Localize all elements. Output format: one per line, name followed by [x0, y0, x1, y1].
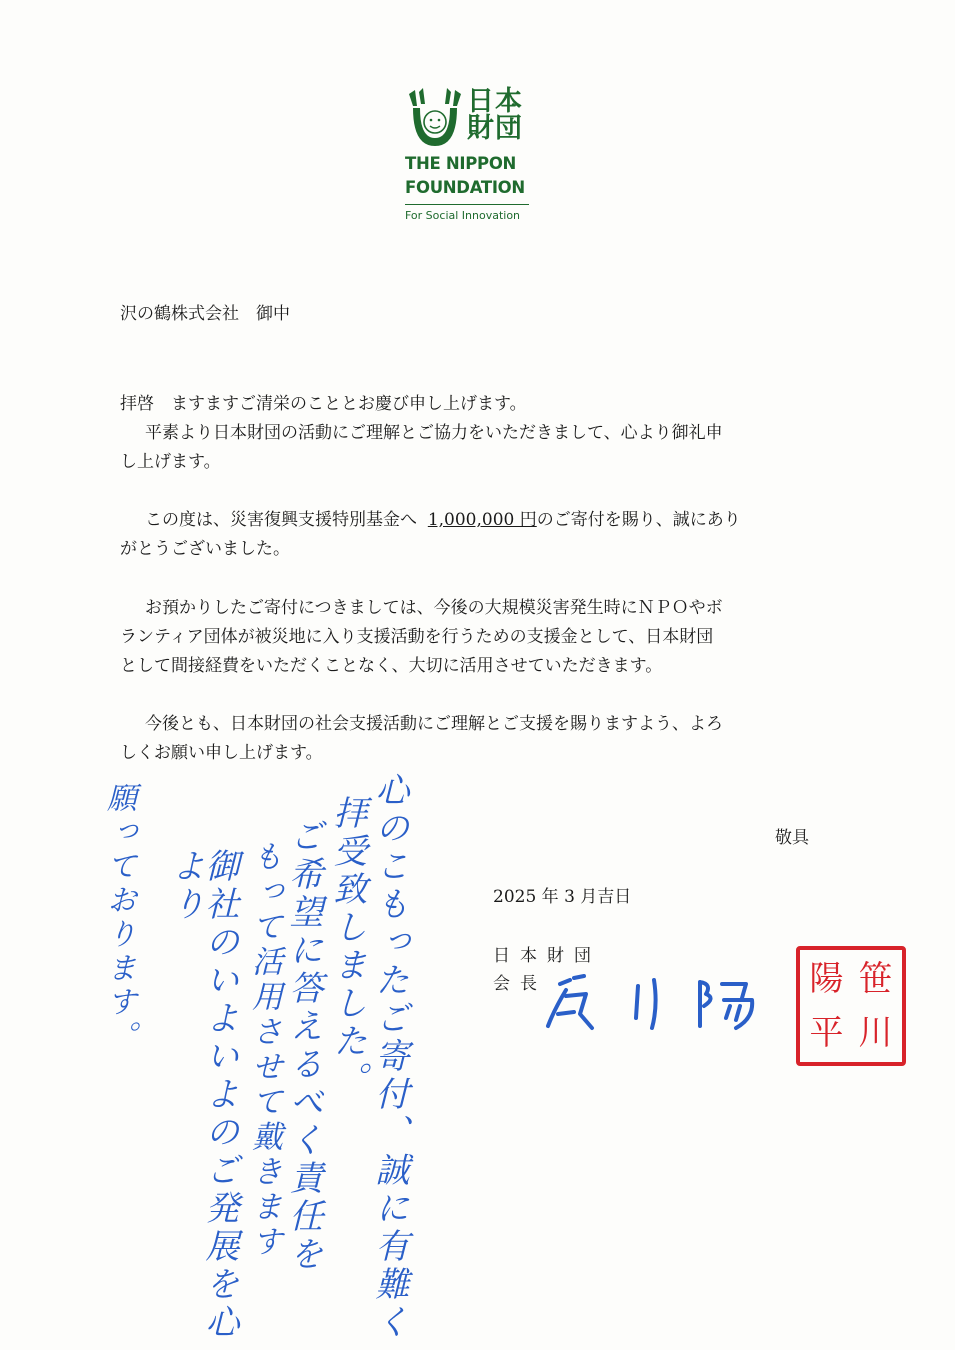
handwritten-signature	[540, 970, 780, 1040]
donation-text: のご寄付を賜り、誠にあり	[536, 510, 741, 530]
closing-line: しくお願い申し上げます。	[120, 743, 323, 763]
seal-char: 平	[809, 1013, 844, 1053]
addressee: 沢の鶴株式会社 御中	[120, 304, 290, 324]
usage-line: として間接経費をいただくことなく、大切に活用させていただきます。	[120, 656, 663, 676]
closing-line: 今後とも、日本財団の社会支援活動にご理解とご支援を賜りますよう、よろ	[145, 714, 723, 734]
donation-line: がとうございました。	[120, 539, 290, 559]
logo-divider	[405, 204, 529, 205]
logo-tagline: For Social Innovation	[405, 209, 521, 222]
greeting-line: 平素より日本財団の活動にご理解とご協力をいただきまして、心より御礼申	[145, 423, 723, 443]
seal-char: 笹	[858, 959, 893, 999]
logo-name-line1: THE NIPPON	[405, 154, 517, 173]
greeting-paragraph	[120, 390, 723, 477]
donation-paragraph	[120, 506, 741, 564]
usage-line: ランティア団体が被災地に入り支援活動を行うための支援金として、日本財団	[120, 627, 714, 647]
usage-line: お預かりしたご寄付につきましては、今後の大規模災害発生時にＮＰＯやボ	[145, 598, 723, 618]
logo-kanji-bottom: 財団	[467, 113, 523, 144]
handwritten-note-column: ご希望に答えるべく責任を	[283, 818, 323, 1274]
closing-word: 敬具	[775, 828, 809, 848]
logo-mark	[405, 88, 540, 150]
closing-paragraph	[120, 710, 723, 768]
handwritten-note-column: 願っております。	[101, 782, 136, 1054]
logo-kanji-top: 日本	[467, 86, 523, 117]
handwritten-note-column: 拝受致しました。	[327, 795, 367, 1099]
handwritten-note-column: 心のこもったご寄付、誠に有難く	[369, 772, 409, 1342]
letter-date: 2025 年 3 月吉日	[493, 887, 632, 907]
donation-text: この度は、災害復興支援特別基金へ	[145, 510, 417, 530]
nippon-foundation-logo	[405, 88, 540, 222]
seal-char: 川	[858, 1013, 893, 1053]
smiling-face-icon	[405, 88, 465, 150]
greeting-line: し上げます。	[120, 452, 221, 472]
handwritten-note-column: もって活用させて戴きます	[246, 840, 282, 1260]
donation-line	[120, 506, 741, 535]
seal-char: 陽	[809, 959, 844, 999]
sender-title: 会長	[493, 974, 547, 994]
donation-amount: 1,000,000 円	[427, 510, 537, 530]
red-seal-stamp	[796, 946, 906, 1066]
sender-organization: 日本財団	[493, 946, 601, 966]
usage-paragraph	[120, 594, 723, 681]
greeting-line: 拝啓 ますますご清栄のこととお慶び申し上げます。	[120, 394, 527, 414]
logo-name-line2: FOUNDATION	[405, 178, 525, 197]
handwritten-note-column: 御社のいよいよのご発展を心より	[165, 848, 239, 1342]
